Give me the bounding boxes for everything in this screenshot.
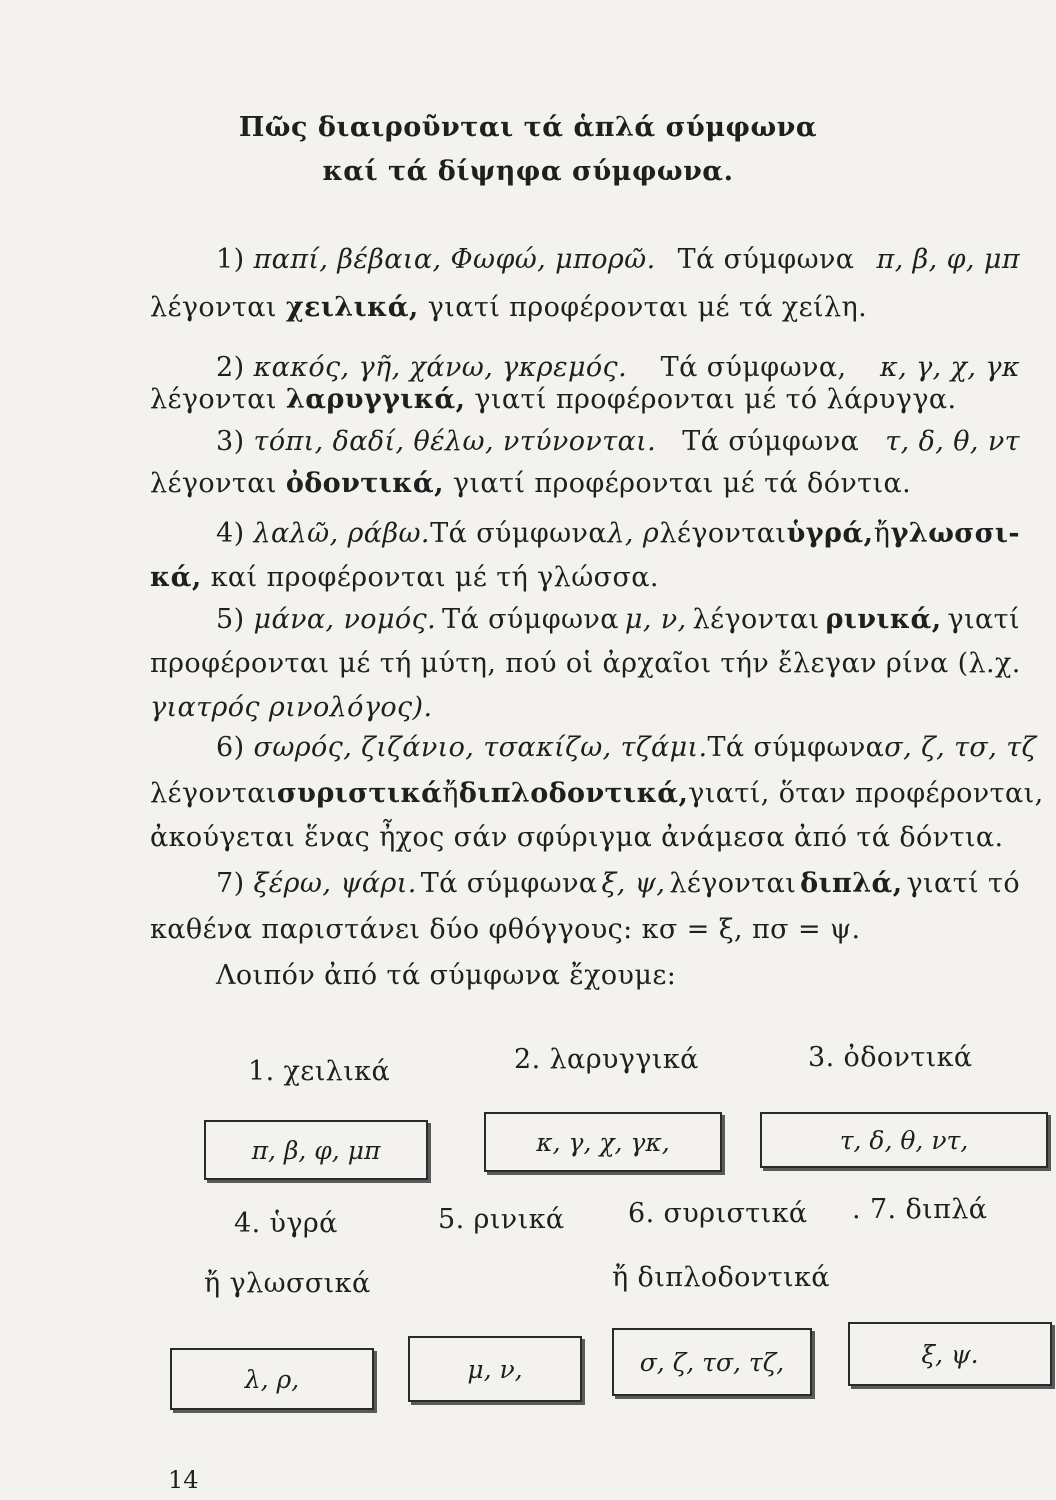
- category-box-7: [848, 1322, 1052, 1386]
- paragraph-6-line-2: λέγονται συριστικά ἤ διπλοδοντικά, γιατί, ὅταν προφέρονται,: [150, 778, 1044, 809]
- paragraph-5-line-1: 5) μάνα, νομός. Τά σύμφωνα μ, ν, λέγονται ρινικά, γιατί: [216, 604, 1020, 635]
- category-label-7: . 7. διπλά: [852, 1194, 988, 1225]
- paragraph-3-line-1: 3) τόπι, δαδί, θέλω, ντύνονται. Τά σύμφωνα τ, δ, θ, ντ: [216, 426, 1020, 457]
- paragraph-2-line-2: λέγονται λαρυγγικά, γιατί προφέρονται μέ τό λάρυγγα.: [150, 384, 957, 415]
- page-title-line-1: Πῶς διαιροῦνται τά ἁπλά σύμφωνα: [238, 112, 818, 143]
- category-box-5-letters: μ, ν,: [467, 1354, 523, 1384]
- category-box-4-letters: λ, ρ,: [244, 1364, 300, 1394]
- category-box-2: [484, 1112, 722, 1172]
- category-box-4: [170, 1348, 374, 1410]
- category-box-1: [204, 1120, 428, 1180]
- summary-line: Λοιπόν ἀπό τά σύμφωνα ἔχουμε:: [216, 960, 677, 991]
- paragraph-4-line-1: 4) λαλῶ, ράβω. Τά σύμφωνα λ, ρ λέγονται ὑγρά, ἤ γλωσσι-: [216, 518, 1020, 549]
- category-box-1-letters: π, β, φ, μπ: [251, 1135, 381, 1165]
- category-sublabel-4: ἤ γλωσσικά: [204, 1268, 371, 1299]
- paragraph-5-line-3: γιατρός ρινολόγος).: [150, 692, 433, 723]
- paragraph-6-line-1: 6) σωρός, ζιζάνιο, τσακίζω, τζάμι. Τά σύμφωνα σ, ζ, τσ, τζ: [216, 732, 1037, 763]
- category-label-1: 1. χειλικά: [248, 1056, 391, 1087]
- paragraph-1-line-2: λέγονται χειλικά, γιατί προφέρονται μέ τά χείλη.: [150, 292, 868, 323]
- page-number: 14: [168, 1466, 199, 1494]
- category-label-4: 4. ὑγρά: [234, 1208, 338, 1239]
- category-box-3-letters: τ, δ, θ, ντ,: [839, 1125, 969, 1155]
- category-box-5: [408, 1336, 582, 1402]
- paragraph-5-line-2: προφέρονται μέ τή μύτη, πού οἱ ἀρχαῖοι τήν ἔλεγαν ρίνα (λ.χ.: [150, 648, 1021, 679]
- paragraph-2-line-1: 2) κακός, γῆ, χάνω, γκρεμός. Τά σύμφωνα, κ, γ, χ, γκ: [216, 352, 1020, 383]
- category-box-6-letters: σ, ζ, τσ, τζ,: [639, 1347, 785, 1377]
- category-label-3: 3. ὀδοντικά: [808, 1042, 973, 1073]
- page-title-line-2: καί τά δίψηφα σύμφωνα.: [322, 156, 734, 187]
- paragraph-7-line-1: 7) ξέρω, ψάρι. Τά σύμφωνα ξ, ψ, λέγονται διπλά, γιατί τό: [216, 868, 1020, 899]
- category-box-7-letters: ξ, ψ.: [921, 1339, 979, 1369]
- category-label-2: 2. λαρυγγικά: [514, 1044, 699, 1075]
- category-sublabel-6: ἤ διπλοδοντικά: [612, 1262, 830, 1293]
- category-box-3: [760, 1112, 1048, 1168]
- paragraph-7-line-2: καθένα παριστάνει δύο φθόγγους: κσ = ξ, πσ = ψ.: [150, 914, 861, 945]
- category-box-2-letters: κ, γ, χ, γκ,: [536, 1127, 670, 1157]
- category-label-6: 6. συριστικά: [628, 1198, 808, 1229]
- category-box-6: [612, 1328, 812, 1396]
- paragraph-4-line-2: κά, καί προφέρονται μέ τή γλώσσα.: [150, 562, 659, 593]
- paragraph-1-line-1: 1) παπί, βέβαια, Φωφώ, μπορῶ. Τά σύμφωνα π, β, φ, μπ: [216, 244, 1020, 275]
- paragraph-3-line-2: λέγονται ὀδοντικά, γιατί προφέρονται μέ τά δόντια.: [150, 468, 912, 499]
- category-label-5: 5. ρινικά: [438, 1204, 565, 1235]
- paragraph-6-line-3: ἀκούγεται ἕνας ἦχος σάν σφύριγμα ἀνάμεσα ἀπό τά δόντια.: [150, 822, 1004, 853]
